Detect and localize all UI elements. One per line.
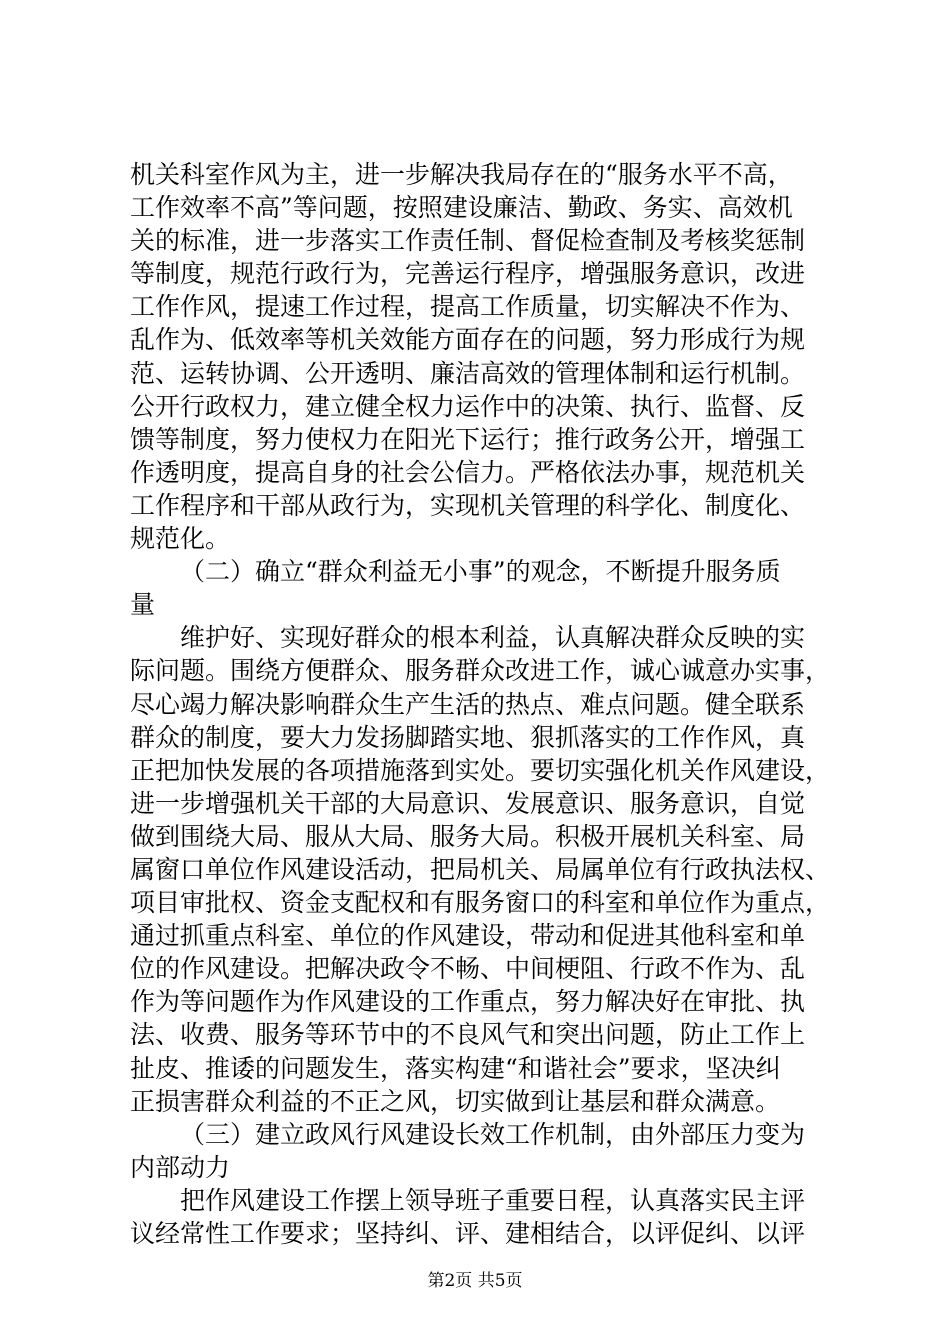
section-heading-line: （三）建立政风行风建设长效工作机制，由外部压力变为 xyxy=(180,1119,806,1149)
text-line: 关的标准，进一步落实工作责任制、督促检查制及考核奖惩制 xyxy=(130,226,806,256)
text-line: 项目审批权、资金支配权和有服务窗口的科室和单位作为重点， xyxy=(130,888,831,918)
text-line: 进一步增强机关干部的大局意识、发展意识、服务意识，自觉 xyxy=(130,788,806,818)
text-line: 尽心竭力解决影响群众生产生活的热点、难点问题。健全联系 xyxy=(130,689,806,719)
text-line: 法、收费、服务等环节中的不良风气和突出问题，防止工作上 xyxy=(130,1020,806,1050)
text-line: 议经常性工作要求；坚持纠、评、建相结合，以评促纠、以评 xyxy=(130,1219,806,1248)
text-line: 作为等问题作为作风建设的工作重点，努力解决好在审批、执 xyxy=(130,987,806,1017)
text-line: 把作风建设工作摆上领导班子重要日程，认真落实民主评 xyxy=(180,1185,806,1215)
text-line: 通过抓重点科室、单位的作风建设，带动和促进其他科室和单 xyxy=(130,921,806,951)
text-line: 规范化。 xyxy=(130,524,231,554)
text-line: 公开行政权力，建立健全权力运作中的决策、执行、监督、反 xyxy=(130,391,806,421)
text-line: 工作效率不高”等问题，按照建设廉洁、勤政、务实、高效机 xyxy=(130,193,793,223)
text-line: 内部动力 xyxy=(130,1152,231,1182)
text-line: 范、运转协调、公开透明、廉洁高效的管理体制和运行机制。 xyxy=(130,358,806,388)
text-line: 属窗口单位作风建设活动，把局机关、局属单位有行政执法权、 xyxy=(130,854,831,884)
text-line: 际问题。围绕方便群众、服务群众改进工作，诚心诚意办实事， xyxy=(130,656,831,686)
text-line: 位的作风建设。把解决政令不畅、中间梗阻、行政不作为、乱 xyxy=(130,954,806,984)
document-body xyxy=(130,158,830,1250)
text-line: 正损害群众利益的不正之风，切实做到让基层和群众满意。 xyxy=(130,1086,781,1116)
text-line: 维护好、实现好群众的根本利益，认真解决群众反映的实 xyxy=(180,623,806,653)
text-line: 正把加快发展的各项措施落到实处。要切实强化机关作风建设， xyxy=(130,755,831,785)
text-line: 乱作为、低效率等机关效能方面存在的问题，努力形成行为规 xyxy=(130,325,806,355)
text-line: 做到围绕大局、服从大局、服务大局。积极开展机关科室、局 xyxy=(130,821,806,851)
text-line: 馈等制度，努力使权力在阳光下运行；推行政务公开，增强工 xyxy=(130,424,806,454)
text-line: 机关科室作风为主，进一步解决我局存在的“服务水平不高， xyxy=(130,160,793,189)
text-line: 作透明度，提高自身的社会公信力。严格依法办事，规范机关 xyxy=(130,457,806,487)
text-line: 量 xyxy=(130,590,156,620)
text-line: 等制度，规范行政行为，完善运行程序，增强服务意识，改进 xyxy=(130,259,806,289)
page-number-footer: 第2页 共5页 xyxy=(427,1271,523,1291)
text-line: 扯皮、推诿的问题发生，落实构建“和谐社会”要求，坚决纠 xyxy=(130,1053,781,1083)
text-line: 工作作风，提速工作过程，提高工作质量，切实解决不作为、 xyxy=(130,292,806,322)
text-line: 工作程序和干部从政行为，实现机关管理的科学化、制度化、 xyxy=(130,490,806,520)
section-heading-line: （二）确立“群众利益无小事”的观念，不断提升服务质 xyxy=(180,557,781,587)
text-line: 群众的制度，要大力发扬脚踏实地、狠抓落实的工作作风，真 xyxy=(130,722,806,752)
